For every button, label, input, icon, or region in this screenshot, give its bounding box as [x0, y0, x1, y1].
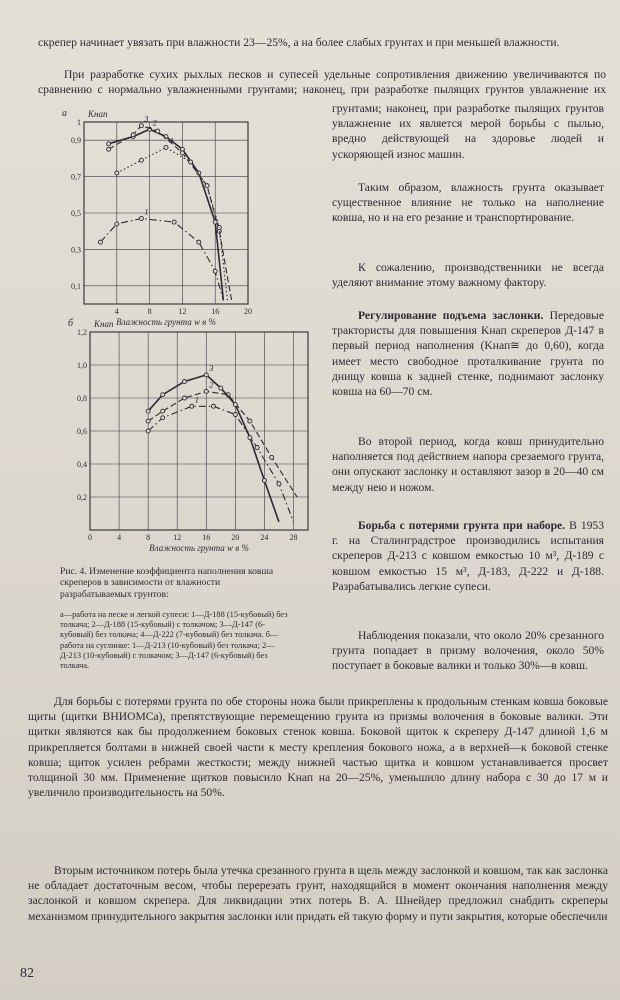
- data-point: [139, 216, 143, 220]
- paragraph: Таким образом, влажность грунта оказывает существенное влияние не только на наполнение ковша, но и на его резание и транспортирование.: [332, 181, 604, 225]
- data-point: [156, 129, 160, 133]
- y-tick-label: 1: [77, 118, 81, 127]
- data-point: [233, 403, 237, 407]
- x-axis-label: Влажность грунта w в %: [149, 543, 249, 553]
- paragraph: [332, 518, 604, 594]
- data-point: [212, 404, 216, 408]
- panel-label: а: [62, 108, 67, 119]
- data-point: [146, 419, 150, 423]
- paragraph: [332, 308, 604, 399]
- y-tick-label: 0,8: [77, 394, 87, 403]
- data-point: [248, 436, 252, 440]
- chart-b-svg: [58, 318, 318, 564]
- paragraph-text: Передовые трактористы для повышения Kнап скреперов Д-147 в первый период наполнения (Kнап≅ до 0,60), когда имеет место свободное проталкивание грунта по днищу ковша к задней стенке, поднимают заслонку ковша на 60—70 см.: [332, 309, 604, 399]
- series-label: 3: [144, 113, 149, 124]
- x-axis-label: Влажность грунта w в %: [116, 317, 216, 327]
- y-tick-label: 0,6: [77, 427, 87, 436]
- x-tick-label: 12: [178, 307, 187, 316]
- y-tick-label: 0,2: [77, 493, 87, 502]
- y-tick-label: 0,7: [71, 172, 81, 182]
- y-tick-label: 1,2: [77, 328, 87, 337]
- data-point: [233, 413, 237, 417]
- panel-label: б: [68, 318, 74, 329]
- x-tick-label: 28: [289, 533, 298, 542]
- paragraph-continuation: [332, 101, 604, 177]
- paragraph: [38, 67, 606, 98]
- series-line-4: [117, 148, 228, 301]
- paragraph: Наблюдения показали, что около 20% срезанного грунта попадает в призму волочения, около 50% поступает в боковые валики и только 30%—в ковш.: [332, 629, 604, 673]
- y-tick-label: 1,0: [77, 361, 87, 370]
- paragraph-text: При разработке сухих рыхлых песков и супесей удельные сопротивления движению увеличиваются по сравнению с нормально увлажненными грунтами; наконец, при разработке пылящих грунтов увлажнение их: [38, 68, 606, 97]
- y-tick-label: 0,4: [77, 460, 87, 469]
- data-point: [139, 158, 143, 162]
- data-point: [277, 482, 281, 486]
- data-point: [204, 373, 208, 377]
- paragraph: Для борьбы с потерями грунта по обе стороны ножа были прикреплены к продольным стенкам ковша боковые щиты (щитки ВНИОМСа), препятствующие перемещению грунта из призмы волочения в боковые валики. Эти щитки являются как бы продолжением боковых стенок ковша. Боковой щиток к скреперу Д-147 длиной 1,6 м прикрепляется болтами в нижней своей части к месту крепления бокового ножа, а в верхней—к боковой стенке ковша; щиток усилен ребрами жесткости; между нижней частью щитка и ковшом устанавливается просвет толщиной 30 мм. Применение щитков повысило Kнап на 20—25%, уменьшило длину набора с 30 до 17 м и увеличило производительность на 50%.: [28, 695, 608, 800]
- y-axis-label: Kнап: [94, 319, 114, 329]
- data-point: [213, 220, 217, 224]
- data-point: [98, 240, 102, 244]
- y-tick-label: 0,3: [71, 245, 81, 255]
- data-point: [146, 409, 150, 413]
- x-tick-label: 24: [260, 533, 269, 542]
- data-point: [255, 446, 259, 450]
- series-line-1: [100, 219, 223, 301]
- data-point: [190, 404, 194, 408]
- chart-a: [60, 108, 260, 340]
- chart-a-svg: [60, 108, 260, 340]
- x-tick-label: 16: [202, 533, 211, 542]
- paragraph: К сожалению, производственники не всегда уделяют внимание этому важному фактору.: [332, 261, 604, 290]
- figure-legend: а—работа на песке и легкой супеси: 1—Д-188 (15-кубовый) без толкача; 2—Д-188 (15-кубовый) с толкачом; 3—Д-147 (6-кубовый) без толкача; 4—Д-222 (7-кубовый) без толкача. б—работа на суглинке: 1—Д-213 (10-кубовый) без толкача; 2—Д-213 (10-кубовый) с толкачом; 3—Д-147 (6-кубовый) без толкача.: [60, 610, 288, 671]
- x-tick-label: 4: [117, 533, 122, 542]
- chart-b: [58, 318, 318, 564]
- data-point: [189, 160, 193, 164]
- series-line-2: [109, 129, 224, 300]
- data-point: [197, 240, 201, 244]
- paragraph: Во второй период, когда ковш принудительно наполняется под действием напора срезаемого грунта, они опускают заслонку и оставляют зазор в 20—40 см между нею и ножом.: [332, 435, 604, 494]
- y-tick-label: 0,9: [71, 136, 81, 146]
- x-tick-label: 12: [173, 533, 182, 542]
- series-label: 4: [169, 135, 174, 146]
- paragraph: Вторым источником потерь была утечка срезанного грунта в щель между заслонкой и ковшом, так как заслонка не обладает достаточным весом, чтобы перерезать грунт, находящийся в момент окончания наполнения между заслонкой и ковшом скрепера. Для ликвидации этих потерь В. А. Шнейдер предложил снабдить скреперы механизмом принудительного закрытия заслонки или придать ей такую форму и пути закрытия, которые обеспечили: [28, 864, 608, 923]
- data-point: [204, 389, 208, 393]
- data-point: [205, 184, 209, 188]
- data-point: [248, 419, 252, 423]
- x-tick-label: 8: [146, 533, 151, 542]
- data-point: [172, 220, 176, 224]
- series-line-2: [148, 391, 297, 497]
- y-tick-label: 0,1: [71, 281, 81, 291]
- data-point: [161, 416, 165, 420]
- data-point: [115, 171, 119, 175]
- data-point: [161, 409, 165, 413]
- y-axis-label: Kнап: [88, 109, 108, 119]
- data-point: [161, 393, 165, 397]
- x-tick-label: 0: [88, 533, 92, 542]
- data-point: [262, 479, 266, 483]
- paragraph: скрепер начинает увязать при влажности 23—25%, а на более слабых грунтах и при меньшей влажности.: [38, 36, 560, 49]
- series-label: 2: [209, 379, 214, 390]
- data-point: [131, 133, 135, 137]
- x-tick-label: 20: [231, 533, 240, 542]
- data-point: [107, 147, 111, 151]
- series-label: 1: [194, 394, 199, 405]
- data-point: [217, 226, 221, 230]
- data-point: [164, 145, 168, 149]
- series-label: 1: [144, 206, 149, 217]
- section-heading: Регулирование подъема заслонки.: [358, 309, 544, 322]
- figure-caption: Рис. 4. Изменение коэффициента наполнения ковша скреперов в зависимости от влажности разрабатываемых грунтов:: [60, 566, 274, 600]
- data-point: [180, 151, 184, 155]
- x-tick-label: 8: [147, 307, 152, 316]
- data-point: [107, 142, 111, 146]
- section-heading: Борьба с потерями грунта при наборе.: [358, 519, 566, 532]
- data-point: [139, 124, 143, 128]
- page-number: 82: [20, 966, 34, 981]
- data-point: [146, 429, 150, 433]
- data-point: [182, 396, 186, 400]
- data-point: [270, 455, 274, 459]
- y-tick-label: 0,5: [71, 209, 81, 218]
- data-point: [115, 222, 119, 226]
- x-tick-label: 20: [244, 307, 252, 316]
- paragraph-text: В 1953 г. на Сталинградстрое производились испытания скреперов Д-213 с ковшом емкостью 10 м³, Д-189 с ковшом емкостью 15 м³, Д-183, Д-222 и Д-188. Разрабатывались легкие супеси.: [332, 519, 605, 593]
- series-label: 3: [209, 362, 214, 373]
- x-tick-label: 4: [114, 307, 119, 316]
- data-point: [219, 386, 223, 390]
- data-point: [213, 269, 217, 273]
- x-tick-label: 16: [211, 307, 220, 316]
- series-label: 2: [152, 117, 157, 128]
- paragraph-text: грунтами; наконец, при разработке пылящих грунтов увлажнение их является мерой борьбы с пылью, вредно действующей на здоровье людей и ускоряющей износ машин.: [332, 102, 604, 161]
- data-point: [182, 380, 186, 384]
